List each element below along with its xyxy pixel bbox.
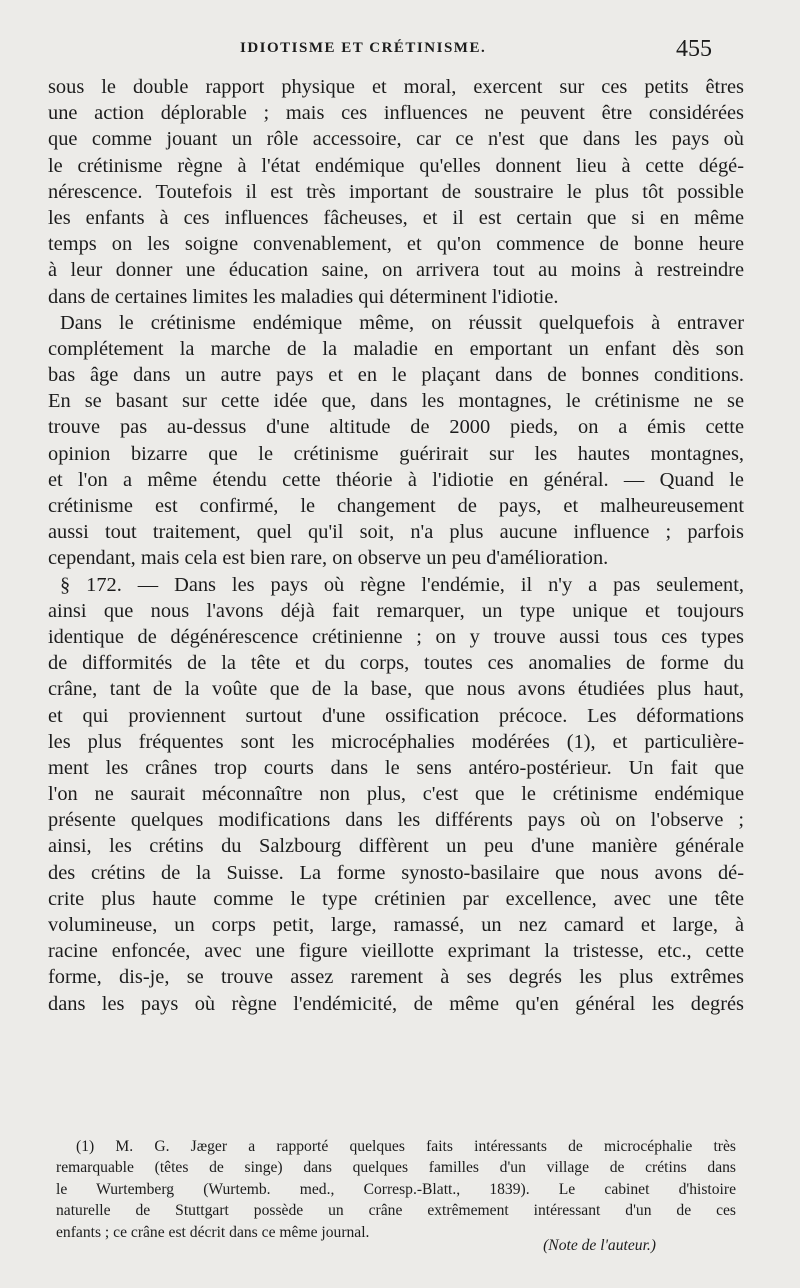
text-line: les plus fréquentes sont les microcéphalies modérées (1), et particulière- [48,730,744,753]
text-line: et qui proviennent surtout d'une ossification précoce. Les déformations [48,704,744,727]
text-line: trouve pas au-dessus d'une altitude de 2000 pieds, on a émis cette [48,416,744,439]
footnote-line: naturelle de Stuttgart possède un crâne extrêmement intéressant d'un de ces [56,1202,736,1220]
running-title: IDIOTISME ET CRÉTINISME. [240,40,487,56]
text-line: le crétinisme règne à l'état endémique qu'elles donnent lieu à cette dégé- [48,154,744,177]
text-line: identique de dégénérescence crétinienne ; on y trouve aussi tous ces types [48,625,744,648]
text-line: une action déplorable ; mais ces influences ne peuvent être considérées [48,102,744,125]
text-line: bas âge dans un autre pays et en le plaçant dans de bonnes conditions. [48,364,744,387]
footnote [56,1136,736,1243]
text-line: des crétins de la Suisse. La forme synosto-basilaire que nous avons dé- [48,861,744,884]
text-line: dans les pays où règne l'endémicité, de même qu'en général les degrés [48,992,744,1015]
text-line: ainsi que nous l'avons déjà fait remarquer, un type unique et toujours [48,599,744,622]
text-line: forme, dis-je, se trouve assez rarement à ses degrés les plus extrêmes [48,966,744,989]
page-number: 455 [676,36,712,62]
footnote-line: enfants ; ce crâne est décrit dans ce même journal. [56,1223,370,1241]
text-line: crâne, tant de la voûte que de la base, que nous avons étudiées plus haut, [48,678,744,701]
footnote-line: le Wurtemberg (Wurtemb. med., Corresp.-Blatt., 1839). Le cabinet d'histoire [56,1180,736,1198]
footnote-line: (1) M. G. Jæger a rapporté quelques faits intéressants de microcéphalie très [76,1138,736,1155]
text-line: ainsi, les crétins du Salzbourg diffèrent un peu d'une manière générale [48,835,744,858]
footnote-line: remarquable (têtes de singe) dans quelques familles d'un village de crétins dans [56,1159,736,1177]
running-head [0,36,800,66]
text-line: volumineuse, un corps petit, large, ramassé, un nez camard et large, à [48,914,744,936]
text-line: opinion bizarre que le crétinisme guérirait sur les hautes montagnes, [48,442,744,465]
text-line: Dans le crétinisme endémique même, on réussit quelquefois à entraver [60,311,744,334]
text-line: crétinisme est confirmé, le changement de pays, et malheureusement [48,495,744,517]
text-line: de difformités de la tête et du corps, toutes ces anomalies de forme du [48,652,744,675]
text-line: dans de certaines limites les maladies qui déterminent l'idiotie. [48,285,559,308]
text-line: que comme jouant un rôle accessoire, car ce n'est que dans les pays où [48,128,744,151]
text-line: racine enfoncée, avec une figure vieillotte exprimant la tristesse, etc., cette [48,940,744,963]
text-line: et l'on a même étendu cette théorie à l'idiotie en général. — Quand le [48,468,744,491]
text-line: cependant, mais cela est bien rare, on observe un peu d'amélioration. [48,547,609,570]
text-line: l'on ne saurait méconnaître non plus, c'est que le crétinisme endémique [48,783,744,806]
text-line: complétement la marche de la maladie en emportant un enfant dès son [48,337,744,360]
body-text [48,74,744,1017]
text-line: temps on les soigne convenablement, et qu'on commence de bonne heure [48,233,744,256]
footnote-attribution: (Note de l'auteur.) [543,1237,656,1254]
text-line: sous le double rapport physique et moral, exercent sur ces petits êtres [48,76,744,98]
text-line: à leur donner une éducation saine, on arrivera tout au moins à restreindre [48,259,744,282]
text-line: les enfants à ces influences fâcheuses, et il est certain que si en même [48,206,744,229]
text-line: En se basant sur cette idée que, dans les montagnes, le crétinisme ne se [48,390,744,413]
text-line: aussi tout traitement, quel qu'il soit, n'a plus aucune influence ; parfois [48,521,744,544]
section-line: § 172. — Dans les pays où règne l'endémie, il n'y a pas seulement, [60,573,744,596]
text-line: crite plus haute comme le type crétinien par excellence, avec une tête [48,887,744,910]
text-line: nérescence. Toutefois il est très important de soustraire le plus tôt possible [48,180,744,203]
text-line: présente quelques modifications dans les différents pays où on l'observe ; [48,809,744,832]
text-line: ment les crânes trop courts dans le sens antéro-postérieur. Un fait que [48,756,744,779]
